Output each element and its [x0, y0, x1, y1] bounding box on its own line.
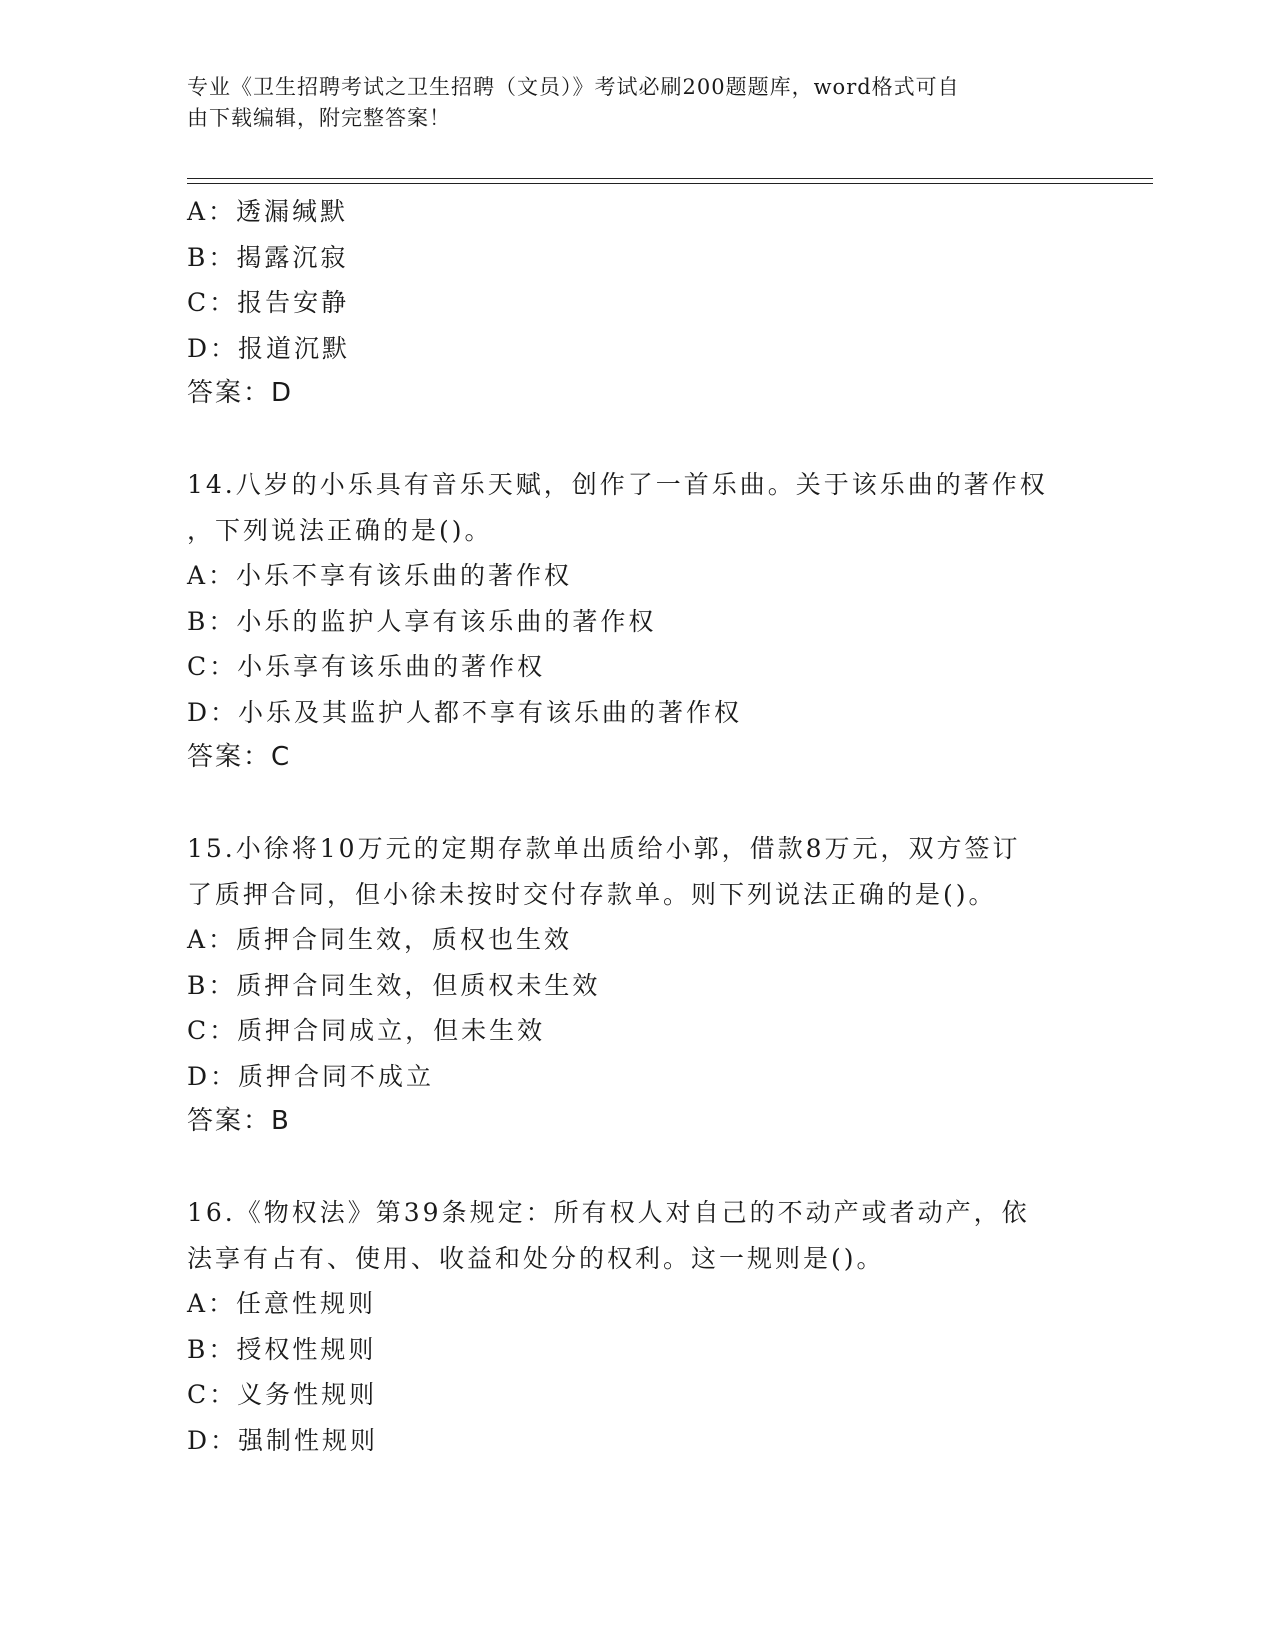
option-c: C：义务性规则	[187, 1380, 378, 1409]
option-a: A：小乐不享有该乐曲的著作权	[187, 561, 573, 590]
header-line-2: 由下载编辑，附完整答案！	[187, 106, 451, 130]
question-spacer	[187, 417, 1087, 463]
question-stem-line-1: 15.小徐将10万元的定期存款单出质给小郭，借款8万元，双方签订	[187, 834, 1021, 863]
answer-line: 答案：B	[187, 1106, 291, 1136]
question-spacer	[187, 1145, 1087, 1191]
option-d: D：强制性规则	[187, 1425, 379, 1455]
option-a: A：任意性规则	[187, 1289, 377, 1318]
question-stem-line-1: 14.八岁的小乐具有音乐天赋，创作了一首乐曲。关于该乐曲的著作权	[187, 470, 1048, 499]
answer-line: 答案：C	[187, 742, 292, 772]
question-15	[187, 826, 1087, 1145]
option-d: D：质押合同不成立	[187, 1061, 435, 1091]
option-b: B：小乐的监护人享有该乐曲的著作权	[187, 606, 657, 636]
header-line-1: 专业《卫生招聘考试之卫生招聘（文员）》考试必刷200题题库，word格式可自	[187, 75, 960, 99]
header-rule-bottom	[187, 183, 1153, 184]
option-c: C：报告安静	[187, 288, 350, 317]
option-b: B：授权性规则	[187, 1334, 377, 1364]
question-stem-line-2: ，下列说法正确的是()。	[187, 515, 493, 545]
question-list	[187, 189, 1087, 1463]
question-16	[187, 1190, 1087, 1463]
option-a: A：质押合同生效，质权也生效	[187, 925, 573, 954]
option-c: C：质押合同成立，但未生效	[187, 1016, 546, 1045]
header-rule-top	[187, 178, 1153, 179]
option-c: C：小乐享有该乐曲的著作权	[187, 652, 546, 681]
option-d: D：报道沉默	[187, 333, 351, 363]
question-stem-line-2: 了质押合同，但小徐未按时交付存款单。则下列说法正确的是()。	[187, 879, 997, 909]
question-stem-line-1: 16.《物权法》第39条规定：所有权人对自己的不动产或者动产，依	[187, 1198, 1030, 1227]
option-b: B：质押合同生效，但质权未生效	[187, 970, 601, 1000]
option-a: A：透漏缄默	[187, 197, 349, 226]
question-14	[187, 462, 1087, 781]
question-stem-line-2: 法享有占有、使用、收益和处分的权利。这一规则是()。	[187, 1243, 885, 1273]
question-13	[187, 189, 1087, 417]
option-d: D：小乐及其监护人都不享有该乐曲的著作权	[187, 697, 743, 727]
question-spacer	[187, 781, 1087, 827]
document-header	[187, 72, 1067, 134]
option-b: B：揭露沉寂	[187, 242, 349, 272]
answer-line: 答案：D	[187, 378, 294, 408]
